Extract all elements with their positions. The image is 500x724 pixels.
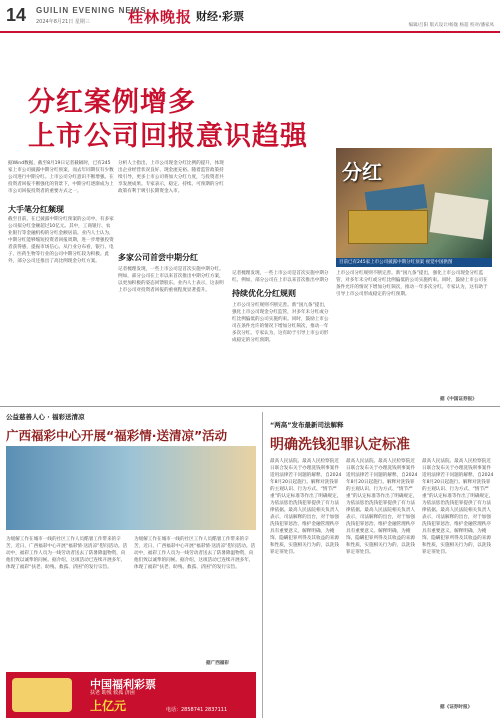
article2-tag: 公益慈善人心 · 福彩送清凉 [6,413,85,421]
section-title: 财经·彩票 [196,10,245,23]
ad-slogan: 扶老 助残 救孤 济困 [90,690,135,696]
article1-subhead-3: 持续优化分红规则 [232,289,296,298]
newspaper-logo: 桂林晚报 [128,8,193,26]
dividend-photo [336,148,492,258]
headline-line-2: 上市公司回报意识趋强 [28,121,308,152]
article2-photo [6,446,256,530]
article1-subhead-1: 大手笔分红频现 [8,205,64,214]
article3-tag: “两高”发布最新司法解释 [270,421,344,429]
article3-body-a: 最高人民法院、最高人民检察院近日联合发布关于办理洗钱刑事案件适用法律若干问题的解释，自2024年8月20日起施行。解释对洗钱罪的主观认识、行为方式、“情节严重”的认定标准等作出了明确规定，为依法惩治洗钱犯罪提供了有力法律依据。最高人民法院相关负责人表示，司法解释的出台，对于加强洗钱犯罪惩治、维护金融管理秩序具有重要意义。解释明确，为掩饰、隐瞒犯罪所得及其收益的来源和性质，实施相关行为的，以洗钱罪定罪处罚。 [270,459,342,555]
article1-subhead-2: 多家公司首尝中期分红 [118,253,198,262]
article3-title: 明确洗钱犯罪认定标准 [270,437,410,453]
photo-overlay-text: 分红 [342,160,382,184]
photo-caption: 目前已有245家上市公司披露中期分红预案 视觉中国供图 [336,258,492,267]
article1-lead: 据Wind数据，截至8月19日记者截稿时，已有245家上市公司披露中期分红预案，而去年同期仅有少数公司进行中期分红。上市公司分红意识不断增强。在投资者回报不断强化的背景下，中期分红逐渐成为上市公司回报投资者的重要方式之一。 [8,161,114,194]
ad-brand: 中国福利彩票 [90,678,156,691]
article1-body-4-cont: 上市公司分红规则不断完善。新“国九条”提出，强化上市公司现金分红监管，对多年未分红或分红比例偏低的公司实施约束。同时，鼓励上市公司在条件允许的情况下增加分红频次，推动一年多次分红。专家认为，这有助于引导上市公司形成稳定的分红预期。 [336,271,488,297]
article3-byline: 据《证券时报》 [440,705,473,710]
photo-paper-note [429,192,488,239]
article2-body-a: 为缓解工作在城市一线的社区工作人员酷暑工作带来的辛苦，近日，广西福彩中心开展“福彩情·送清凉”慰问活动。活动中，福彩工作人员为一线劳动者送去了防暑降温物资，向他们致以诚挚的问候。据介绍，这项活动已连续开展多年，体现了福彩“扶老、助残、救孤、济困”的发行宗旨。 [6,537,128,570]
article3-body-c: 最高人民法院、最高人民检察院近日联合发布关于办理洗钱刑事案件适用法律若干问题的解释，自2024年8月20日起施行。解释对洗钱罪的主观认识、行为方式、“情节严重”的认定标准等作出了明确规定，为依法惩治洗钱犯罪提供了有力法律依据。最高人民法院相关负责人表示，司法解释的出台，对于加强洗钱犯罪惩治、维护金融管理秩序具有重要意义。解释明确，为掩饰、隐瞒犯罪所得及其收益的来源和性质，实施相关行为的，以洗钱罪定罪处罚。 [422,459,494,555]
header-rule [0,31,500,33]
editor-credits: 编辑/吕阳 版式设计/杨逸 杨超 校对/潘家凤 [408,23,494,28]
article3-body-b: 最高人民法院、最高人民检察院近日联合发布关于办理洗钱刑事案件适用法律若干问题的解释，自2024年8月20日起施行。解释对洗钱罪的主观认识、行为方式、“情节严重”的认定标准等作出了明确规定，为依法惩治洗钱犯罪提供了有力法律依据。最高人民法院相关负责人表示，司法解释的出台，对于加强洗钱犯罪惩治、维护金融管理秩序具有重要意义。解释明确，为掩饰、隐瞒犯罪所得及其收益的来源和性质，实施相关行为的，以洗钱罪定罪处罚。 [346,459,418,555]
article1-body-3: 记者梳理发现，一些上市公司是首次实施中期分红。例如，部分公司在上市以来首次推出中期分红方案，以更加积极的姿态回馈股东。业内人士表示，这表明上市公司对投资者回报的重视程度显著提升。 [118,267,224,293]
section-divider [0,406,500,407]
article2-body-b: 为缓解工作在城市一线的社区工作人员酷暑工作带来的辛苦，近日，广西福彩中心开展“福彩情·送清凉”慰问活动。活动中，福彩工作人员为一线劳动者送去了防暑降温物资，向他们致以诚挚的问候。据介绍，这项活动已连续开展多年，体现了福彩“扶老、助残、救孤、济困”的发行宗旨。 [134,537,256,570]
headline-line-1: 分红案例增多 [28,87,196,118]
page-header [0,0,500,32]
ad-prize-amount: 上亿元 [90,699,127,713]
lottery-advertisement [6,672,256,718]
article1-body-1: 截至目前，在已披露中期分红预案的公司中，有多家公司拟分红金额超过10亿元。其中，工商银行、农业银行等金融机构的分红金额居前。业内人士认为，中期分红能够缩短投资者回报周期，进一步增强投资者获得感，提振市场信心。从行业分布看，银行、电子、医药生物等行业的公司中期分红较为积极。此外，部分公司还推出了高比例现金分红方案。 [8,217,114,264]
paper-name: GUILIN EVENING NEWS [36,6,147,15]
ad-phone: 电话：2858741 2837111 [166,707,228,713]
article2-title: 广西福彩中心开展“福彩情·送清凉”活动 [6,428,228,443]
article2-byline: 据广西福彩 [206,661,229,666]
article1-byline: 据《中国证券报》 [440,397,477,402]
article1-body-4: 上市公司分红规则不断完善。新“国九条”提出，强化上市公司现金分红监管，对多年未分红或分红比例偏低的公司实施约束。同时，鼓励上市公司在条件允许的情况下增加分红频次，推动一年多次分红。专家认为，这有助于引导上市公司形成稳定的分红预期。 [232,303,329,343]
photo-coins-stack [348,210,428,244]
page-number: 14 [6,5,27,25]
ad-lottery-ball-graphic [12,678,72,712]
issue-date: 2024年8月21日 星期三 [36,19,90,25]
article1-body-3b: 记者梳理发现，一些上市公司是首次实施中期分红。例如，部分公司在上市以来首次推出中期分 [232,271,329,283]
article1-body-2: 分析人士指出，上市公司现金分红比例的提升，体现出企业经营状况良好、现金流充裕。随着监管政策持续引导，更多上市公司将加大分红力度，与投资者共享发展成果。专家表示，稳定、持续、可预期的分红政策有利于吸引长期资金入市。 [118,161,224,194]
column-rule [262,412,263,718]
